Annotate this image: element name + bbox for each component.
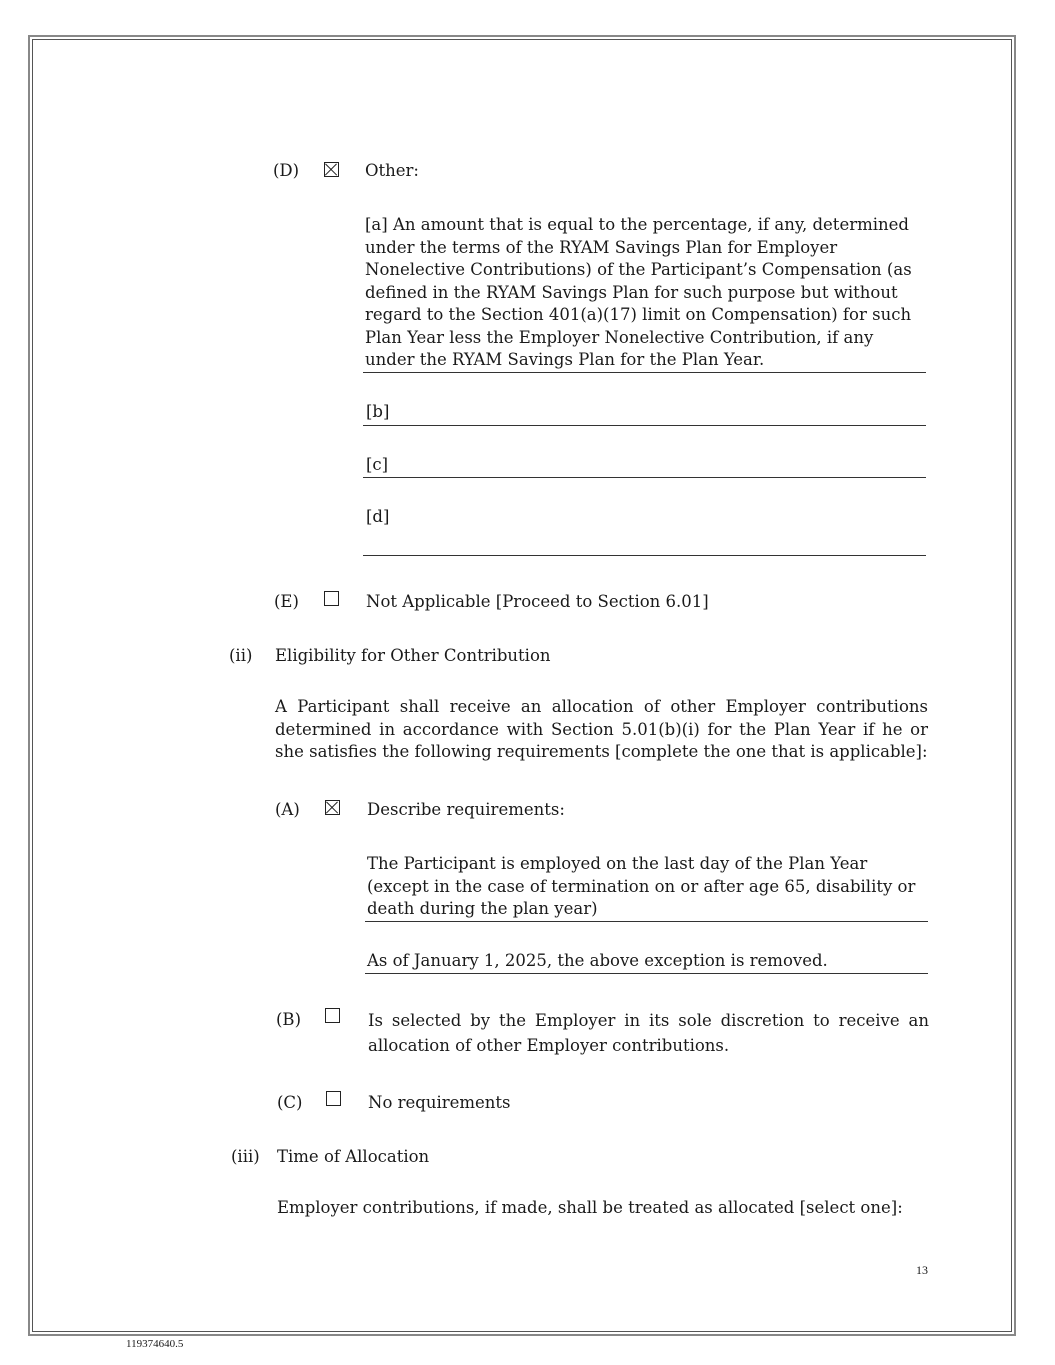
section-ii-title: Eligibility for Other Contribution [275, 646, 551, 665]
option-b-label: (B) [276, 1010, 301, 1029]
option-d-item-b: [b] [366, 402, 390, 421]
item-a-underline [363, 372, 926, 373]
section-iii-intro: Employer contributions, if made, shall be treated as allocated [select one]: [277, 1198, 903, 1217]
detail-1-underline [365, 921, 928, 922]
option-a-label: (A) [275, 800, 300, 819]
option-c-text: No requirements [368, 1093, 511, 1112]
option-a-detail-1: The Participant is employed on the last day of the Plan Year (except in the case of termination on or after age 65, disability or death during the plan year) [367, 854, 916, 918]
option-e-label: (E) [274, 592, 299, 611]
option-d-item-d: [d] [366, 507, 390, 526]
page-number: 13 [916, 1263, 928, 1277]
item-c-field-line[interactable] [363, 477, 926, 478]
option-a-checkbox[interactable] [325, 800, 340, 815]
option-d-checkbox[interactable] [324, 162, 339, 177]
option-e-text: Not Applicable [Proceed to Section 6.01] [366, 592, 709, 611]
section-iii-label: (iii) [231, 1147, 260, 1166]
item-d-field-line[interactable] [363, 555, 926, 556]
option-a-text: Describe requirements: [367, 800, 565, 819]
option-c-label: (C) [277, 1093, 303, 1112]
option-d-item-a: [a] An amount that is equal to the percentage, if any, determined under the terms of the RYAM Savings Plan for Employer Nonelective Contributions) of the Participant’s Compensation (as defined in the RYAM Savings Plan for such purpose but without regard to the Section 401(a)(17) limit on Compensation) for such Plan Year less the Employer Nonelective Contribution, if any under the RYAM Savings Plan for the Plan Year. [365, 215, 912, 369]
section-ii-intro: A Participant shall receive an allocation of other Employer contributions determined in accordance with Section 5.01(b)(i) for the Plan Year if he or she satisfies the following requirements [complete the one that is applicable]: [275, 697, 928, 761]
option-b-checkbox[interactable] [325, 1008, 340, 1023]
option-e-checkbox[interactable] [324, 591, 339, 606]
option-d-label: (D) [273, 161, 300, 180]
option-c-checkbox[interactable] [326, 1091, 341, 1106]
document-id: 119374640.5 [126, 1338, 184, 1350]
section-ii-label: (ii) [229, 646, 253, 665]
option-d-item-c: [c] [366, 455, 389, 474]
section-iii-title: Time of Allocation [277, 1147, 430, 1166]
detail-2-underline [365, 973, 928, 974]
option-b-text: Is selected by the Employer in its sole discretion to receive an allocation of other Employer contributions. [368, 1011, 929, 1055]
item-b-field-line[interactable] [363, 425, 926, 426]
option-d-title: Other: [365, 161, 419, 180]
option-a-detail-2: As of January 1, 2025, the above exception is removed. [367, 951, 828, 970]
